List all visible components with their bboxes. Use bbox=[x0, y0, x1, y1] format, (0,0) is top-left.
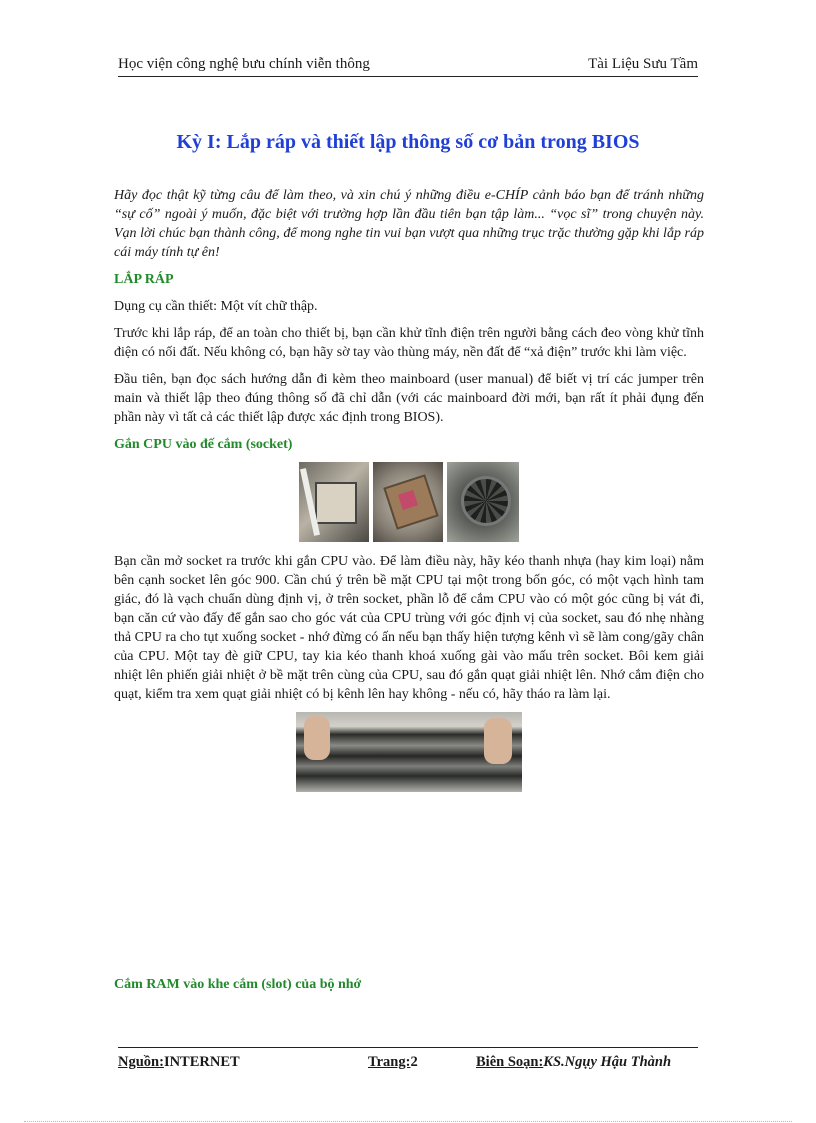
cpu-heading: Gắn CPU vào đế cắm (socket) bbox=[114, 437, 293, 452]
document-body bbox=[114, 186, 704, 792]
tools-paragraph: Dụng cụ cần thiết: Một vít chữ thập. bbox=[114, 299, 318, 314]
intro-paragraph: Hãy đọc thật kỹ từng câu để làm theo, và xin chú ý những điều e-CHÍP cảnh báo bạn để tránh những “sự cố” ngoài ý muốn, đặc biệt với trường hợp lần đầu tiên bạn tập làm... “vọc sĩ” trong chuyện này. Vạn lời chúc bạn thành công, để mong nghe tin vui bạn vượt qua những trục trặc thường gặp khi lắp ráp cái máy tính tự ên! bbox=[114, 188, 704, 260]
ram-slot-photo bbox=[296, 712, 522, 792]
cpu-chip-photo bbox=[373, 462, 443, 542]
page-bottom-border bbox=[24, 1121, 792, 1122]
page-header bbox=[118, 54, 698, 77]
cpu-paragraph: Bạn cần mở socket ra trước khi gắn CPU vào. Để làm điều này, hãy kéo thanh nhựa (hay kim loại) nằm bên cạnh socket lên góc 900. Cần chú ý trên bề mặt CPU tại một trong bốn góc, có một vạch hình tam giác, đó là vạch chuẩn dùng định vị, ở trên socket, phần lỗ để cắm CPU vào có một góc cũng bị vát đi, bạn căn cứ vào đấy để gắn sao cho góc vát của CPU trùng với góc định vị của socket, sau đó nhẹ nhàng thả CPU ra cho tụt xuống socket - nhớ đừng có ấn nếu bạn thấy hiện tượng kênh vì sẽ làm cong/gãy chân của CPU. Một tay đè giữ CPU, tay kia kéo thanh khoá xuống gài vào mấu trên socket. Bôi kem giải nhiệt lên phiến giải nhiệt ở bề mặt trên cùng của CPU, sau đó gắn quạt giải nhiệt lên. Nhớ cắm điện cho quạt, kiểm tra xem quạt giải nhiệt có bị kênh lên hay không - nếu có, hãy tháo ra làm lại. bbox=[114, 554, 704, 702]
ram-heading: Cắm RAM vào khe cắm (slot) của bộ nhớ bbox=[114, 977, 362, 992]
footer-rule bbox=[118, 1047, 698, 1048]
cpu-socket-photo bbox=[299, 462, 369, 542]
footer-author: Biên Soạn:KS.Ngụy Hậu Thành bbox=[476, 1054, 672, 1070]
header-institution: Học viện công nghệ bưu chính viễn thông bbox=[118, 56, 370, 72]
cpu-fan-photo bbox=[447, 462, 519, 542]
footer-page: Trang:2 bbox=[368, 1054, 418, 1070]
cpu-image-row bbox=[114, 462, 704, 542]
document-title: Kỳ I: Lắp ráp và thiết lập thông số cơ bản trong BIOS bbox=[176, 131, 640, 153]
header-doc-type: Tài Liệu Sưu Tầm bbox=[588, 56, 698, 72]
section-heading: LẮP RÁP bbox=[114, 272, 174, 287]
static-paragraph: Trước khi lắp ráp, để an toàn cho thiết bị, bạn cần khử tĩnh điện trên người bằng cách đeo vòng khử tĩnh điện có nối đất. Nếu không có, bạn hãy sờ tay vào thùng máy, nền đất để “xả điện” trước khi làm việc. bbox=[114, 326, 704, 360]
manual-paragraph: Đầu tiên, bạn đọc sách hướng dẫn đi kèm theo mainboard (user manual) để biết vị trí các jumper trên main và thiết lập theo đúng thông số đã chỉ dẫn (với các mainboard đời mới, bạn rất ít phải đụng đến phần này vì tất cả các thiết lập được xác định trong BIOS). bbox=[114, 372, 704, 425]
footer-source: Nguồn:INTERNET bbox=[118, 1054, 240, 1070]
